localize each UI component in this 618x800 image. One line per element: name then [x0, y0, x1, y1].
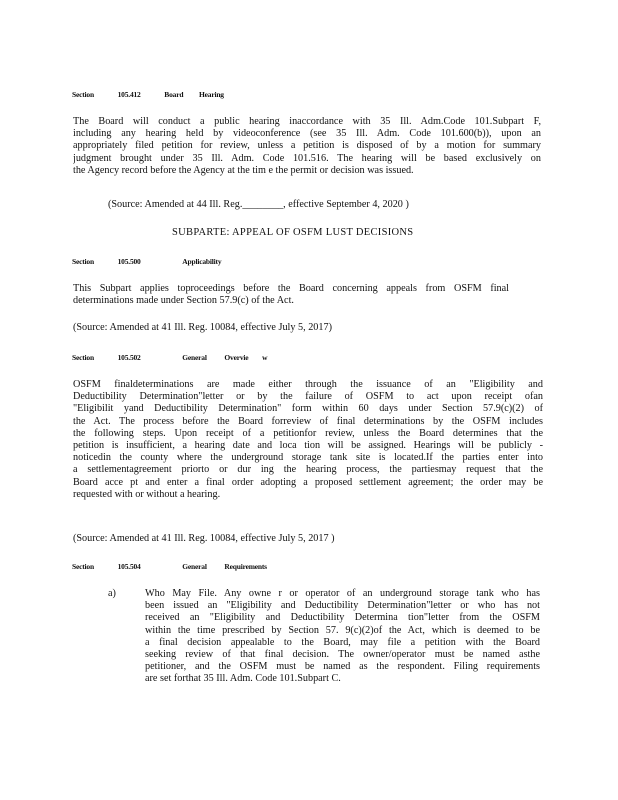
section-title-part: General [182, 562, 207, 571]
section-105-500-source: (Source: Amended at 41 Ill. Reg. 10084, effective July 5, 2017) [73, 322, 332, 333]
text-line: Board acce pt and enter a final order adopting a proposed settlement agreement; the order may be [73, 476, 543, 488]
text-line: appropriately filed petition for review, unless a petition is disposed of by a motion for summary [73, 140, 541, 152]
text-line: OSFM finaldeterminations are made either through the issuance of an "Eligibility and [73, 379, 543, 390]
text-line: noticedin the county where the underground storage tank site is located.If the parties enter into [73, 452, 543, 464]
text-line: including any hearing held by videoconference (see 35 Ill. Adm. Code 101.600(b)), upon an [73, 128, 541, 140]
text-line: the following steps. Upon receipt of a petitionfor review, unless the Board determines that the [73, 427, 543, 439]
text-line: been issued an "Eligibility and Deductibility Determination"letter or who has not [145, 600, 540, 612]
text-line: the Act. The process before the Board forreview of final determinations by the OSFM includes [73, 415, 543, 427]
section-word: Section [72, 562, 94, 571]
text-line: "Eligibilit yand Deductibility Determination" form within 60 days under Section 57.9(c)(2) of [73, 403, 543, 415]
text-line: Deductibility Determination"letter or by the failure of OSFM to act upon receipt ofan [73, 391, 543, 403]
section-105-502-heading [72, 353, 267, 362]
section-title-part: Hearing [199, 90, 224, 99]
text-line: determinations made under Section 57.9(c) of the Act. [73, 295, 294, 307]
subpart-title: SUBPARTE: APPEAL OF OSFM LUST DECISIONS [172, 227, 414, 238]
section-number: 105.504 [117, 562, 141, 571]
section-105-500-heading [72, 257, 221, 266]
section-title-part: w [262, 353, 268, 362]
section-105-504-heading [72, 562, 267, 571]
text-line: a settlementagreement priorto or dur ing the hearing process, the partiesmay request that the [73, 464, 543, 476]
section-105-502-body [73, 379, 543, 501]
text-line: Who May File. Any owne r or operator of an underground storage tank who has [145, 588, 540, 599]
section-105-412-heading [72, 90, 224, 99]
section-title-part: General [182, 353, 207, 362]
text-line: petitioner, and the OSFM must be named as the respondent. Filing requirements [145, 661, 540, 673]
section-title-part: Requirements [224, 562, 267, 571]
text-line: petition is insufficient, a hearing date and loca tion will be assigned. Hearings will be publicly - [73, 439, 543, 451]
text-line: are set forthat 35 Ill. Adm. Code 101.Subpart C. [145, 673, 341, 685]
section-title-part: Board [164, 90, 184, 99]
text-line: a final decision appealable to the Board, may file a petition with the Board [145, 636, 540, 648]
section-word: Section [72, 353, 94, 362]
text-line: within the time prescribed by Section 57. 9(c)(2)of the Act, which is deemed to be [145, 624, 540, 636]
section-number: 105.502 [117, 353, 141, 362]
section-number: 105.412 [117, 90, 141, 99]
section-105-502-source: (Source: Amended at 41 Ill. Reg. 10084, effective July 5, 2017 ) [73, 533, 335, 544]
text-line: requested with or without a hearing. [73, 488, 221, 500]
item-label: a) [108, 588, 116, 599]
section-title-part: Applicability [182, 257, 222, 266]
text-line: seeking review of that final decision. The owner/operator must be named asthe [145, 648, 540, 660]
text-line: The Board will conduct a public hearing inaccordance with 35 Ill. Adm.Code 101.Subpart F, [73, 116, 541, 127]
section-word: Section [72, 90, 94, 99]
text-line: received an "Eligibility and Deductibility Determina tion"letter from the OSFM [145, 612, 540, 624]
section-105-412-source: (Source: Amended at 44 Ill. Reg.________, effective September 4, 2020 ) [108, 199, 409, 210]
text-line: the Agency record before the Agency at the tim e the permit or decision was issued. [73, 164, 414, 176]
text-line: judgment brought under 35 Ill. Adm. Code 101.516. The hearing will be based exclusively on [73, 152, 541, 164]
section-number: 105.500 [117, 257, 141, 266]
section-title-part: Overvie [224, 353, 249, 362]
section-105-504-item-a [145, 588, 540, 686]
section-105-412-body [73, 116, 541, 177]
section-105-500-body [73, 283, 509, 307]
text-line: This Subpart applies toproceedings before the Board concerning appeals from OSFM final [73, 283, 509, 294]
section-word: Section [72, 257, 94, 266]
